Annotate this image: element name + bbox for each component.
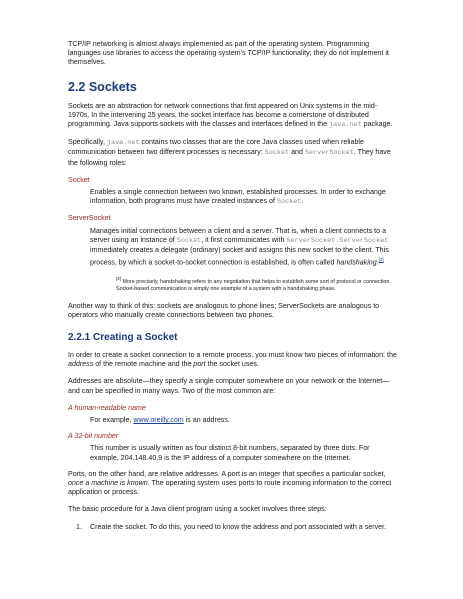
subsection-heading: 2.2.1 Creating a Socket bbox=[68, 332, 178, 344]
text-run: In order to create a socket connection to a remote process, you must know two pieces of information: the bbox=[68, 351, 397, 360]
text-run: . They have the following roles: bbox=[68, 148, 391, 167]
text-run: Ports, on the other hand, are relative addresses. A port is an integer that specifies a particular socket, bbox=[68, 469, 386, 478]
text-run: Manages initial connections between a client and a server. That is, when a client connects to a server using an instance of bbox=[90, 226, 387, 244]
procedure-paragraph: The basic procedure for a Java client program using a socket involves three steps: bbox=[68, 505, 327, 514]
text-run: contains two classes that are the core Java classes used when reliable communication between two different processes is necessary: bbox=[68, 138, 364, 157]
term-serversocket: ServerSocket bbox=[68, 214, 111, 223]
code-serversocket: ServerSocket bbox=[304, 149, 354, 158]
text-run: package. bbox=[361, 120, 393, 129]
code-java-net: java.net bbox=[106, 139, 140, 148]
text-run: For example, bbox=[90, 416, 134, 425]
footnote-link[interactable]: [2] bbox=[378, 257, 384, 263]
text-run: Specifically, bbox=[68, 138, 107, 147]
ports-paragraph bbox=[68, 470, 398, 498]
emphasis-once-known: once a machine is known bbox=[68, 479, 148, 488]
footnote-marker: [2] bbox=[116, 275, 122, 281]
emphasis-address: address bbox=[68, 360, 94, 369]
code-socket: Socket bbox=[264, 149, 290, 158]
text-run: , it first communicates with bbox=[201, 235, 287, 244]
classes-paragraph bbox=[68, 138, 398, 168]
text-run: Sockets are an abstraction for network connections that first appeared on Unix systems in the mid-1970s. In the intervening 25 years, the socket interface has become a cornerstone of distributed programming. Java supports sockets with the classes and interfaces defined in the bbox=[68, 101, 378, 129]
term-human-readable-name: A human-readable name bbox=[68, 403, 146, 412]
text-run: . bbox=[376, 258, 379, 267]
addresses-paragraph: Addresses are absolute—they specify a single computer somewhere on your network or the Internet—and can be specified in many ways. Two of the most common are: bbox=[68, 377, 390, 395]
definition-serversocket bbox=[90, 227, 398, 268]
text-run: . The operating system uses ports to route incoming information to the correct application or process. bbox=[68, 479, 392, 497]
page-body bbox=[68, 40, 398, 532]
text-run: and bbox=[289, 148, 305, 157]
code-socket: Socket bbox=[276, 198, 302, 207]
term-32-bit-number: A 32-bit number bbox=[68, 432, 119, 441]
definition-32-bit-number: This number is usually written as four distinct 8-bit numbers, separated by three dots. For example, 204.148.40.9 is the IP address of a computer somewhere on the Internet. bbox=[90, 444, 370, 462]
create-socket-paragraph bbox=[68, 351, 398, 369]
list-number: 1. bbox=[76, 522, 82, 531]
text-run: is an address. bbox=[183, 416, 230, 425]
text-run: immediately creates a delegate (ordinary) socket and assigns this new socket to the client. This process, by which a socket-to-socket connection is established, is often called bbox=[90, 246, 389, 267]
definition-socket bbox=[90, 188, 398, 207]
text-run: Enables a single connection between two known, established processes. In order to exchange information, both programs must have created instances of bbox=[90, 188, 386, 206]
text-run: of the remote machine and the bbox=[93, 360, 194, 369]
list-item bbox=[76, 523, 398, 532]
code-java-net: java.net bbox=[329, 121, 362, 130]
intro-paragraph: TCP/IP networking is almost always implemented as part of the operating system. Programming languages use libraries to access the operating system's TCP/IP functionality; they do not implement it themselves. bbox=[68, 40, 389, 67]
section-heading: 2.2 Sockets bbox=[68, 79, 137, 94]
footnote bbox=[116, 275, 398, 293]
footnote-text: More precisely, handshaking refers to any negotiation that helps to establish some sort of protocol or connection. Socket-based communication is simply one example of a system with a handshaking phase. bbox=[116, 278, 391, 292]
sockets-paragraph bbox=[68, 102, 398, 131]
term-socket: Socket bbox=[68, 175, 90, 184]
definition-human-readable-name bbox=[90, 416, 398, 425]
emphasis-port: port bbox=[193, 360, 206, 369]
code-serversocket: ServerSocket.ServerSocket bbox=[286, 236, 389, 245]
code-socket: Socket bbox=[176, 236, 202, 245]
analogy-paragraph: Another way to think of this: sockets are analogous to phone lines; ServerSockets are analogous to operators who manually create connections between two phones. bbox=[68, 301, 380, 319]
text-run: the socket uses. bbox=[205, 360, 259, 369]
list-text: Create the socket. To do this, you need to know the address and port associated with a server. bbox=[90, 522, 387, 531]
text-run: . bbox=[301, 197, 304, 206]
oreilly-link[interactable]: www.oreilly.com bbox=[133, 416, 184, 425]
emphasis-handshaking: handshaking bbox=[336, 258, 377, 267]
